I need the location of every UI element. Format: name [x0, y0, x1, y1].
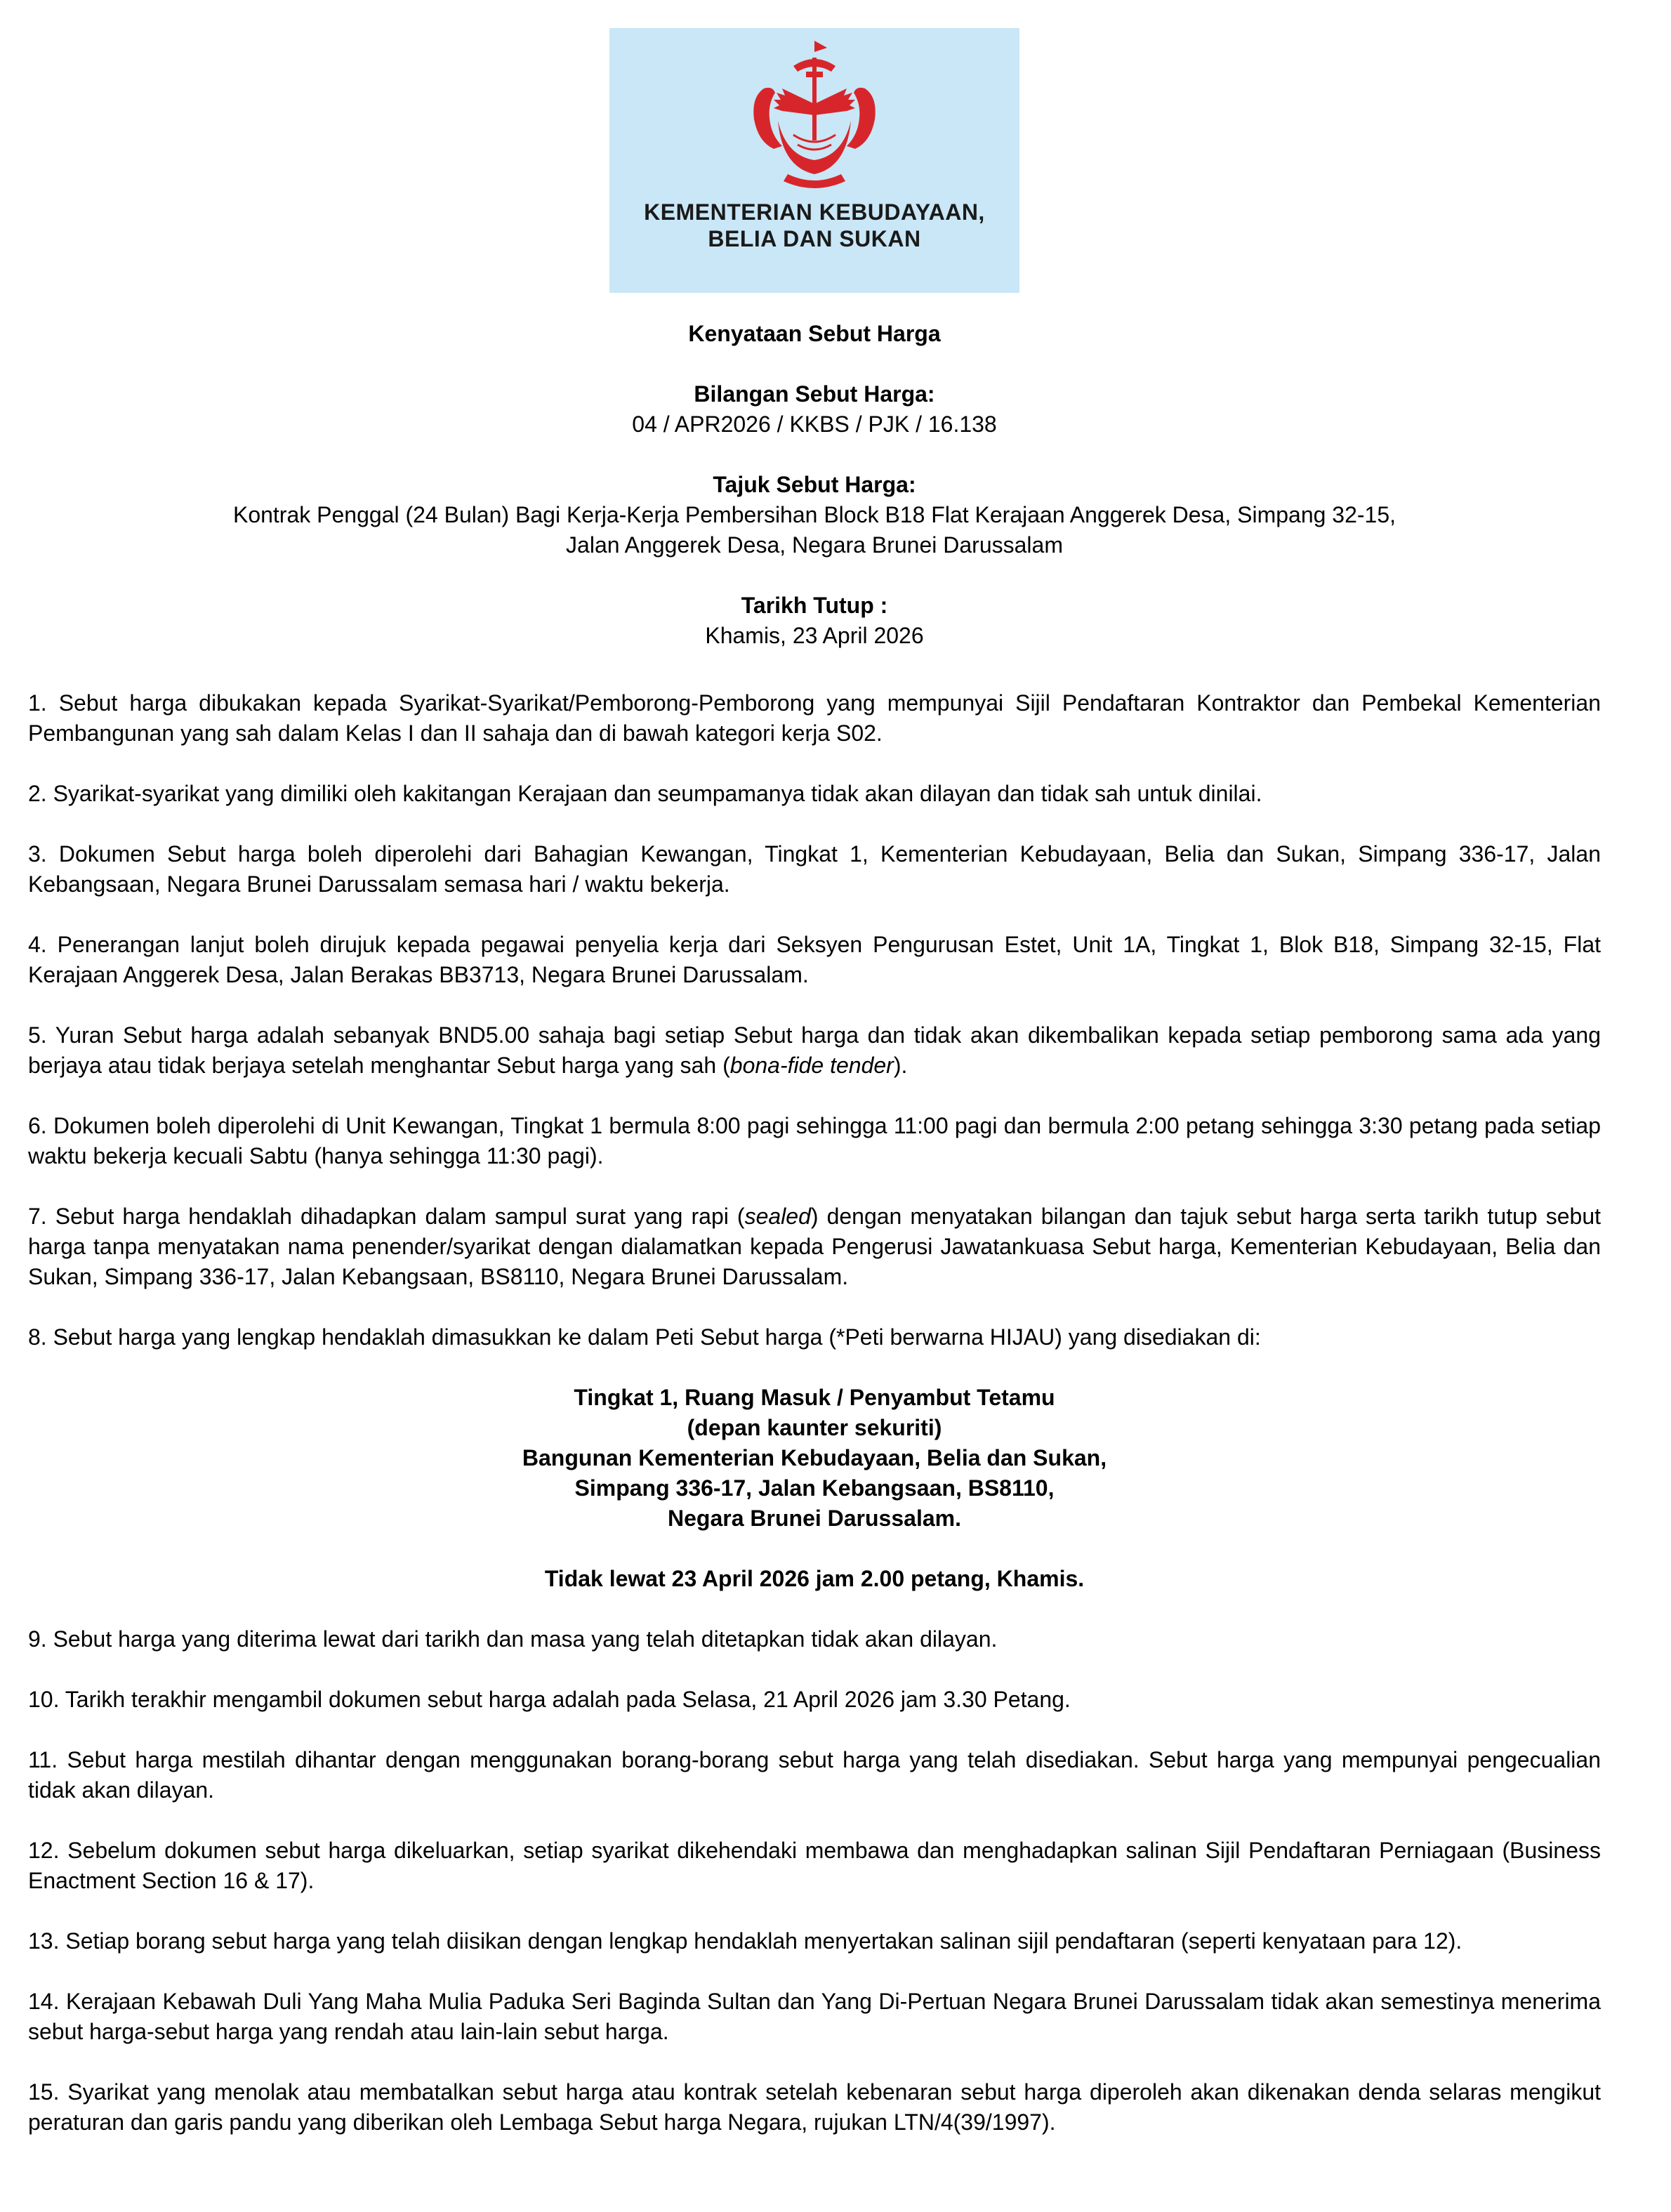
- paragraph-14: 14. Kerajaan Kebawah Duli Yang Maha Mulia Paduka Seri Baginda Sultan dan Yang Di-Pertuan Negara Brunei Darussalam tidak akan semestinya menerima sebut harga-sebut harga yang rendah atau lain-lain sebut harga.: [28, 1989, 1601, 2044]
- address-line-4: Simpang 336-17, Jalan Kebangsaan, BS8110,: [574, 1475, 1055, 1501]
- paragraph-9: 9. Sebut harga yang diterima lewat dari tarikh dan masa yang telah ditetapkan tidak akan dilayan.: [28, 1626, 998, 1652]
- paragraph-7-text-b: ) dengan menyatakan bilangan dan tajuk sebut harga serta tarikh tutup sebut harga tanpa menyatakan nama penender/syarikat dengan dialamatkan kepada Pengerusi Jawatankuasa Sebut harga, Kementerian Kebudayaan, Belia dan Sukan, Simpang 336-17, Jalan Kebangsaan, BS8110, Negara Brunei Darussalam.: [28, 1204, 1601, 1289]
- paragraph-4: 4. Penerangan lanjut boleh dirujuk kepada pegawai penyelia kerja dari Seksyen Pengurusan Estet, Unit 1A, Tingkat 1, Blok B18, Simpang 32-15, Flat Kerajaan Anggerek Desa, Jalan Berakas BB3713, Negara Brunei Darussalam.: [28, 932, 1601, 987]
- quotation-number-value: 04 / APR2026 / KKBS / PJK / 16.138: [632, 412, 997, 437]
- paragraph-10: 10. Tarikh terakhir mengambil dokumen sebut harga adalah pada Selasa, 21 April 2026 jam 3.30 Petang.: [28, 1687, 1071, 1712]
- paragraph-12: 12. Sebelum dokumen sebut harga dikeluarkan, setiap syarikat dikehendaki membawa dan menghadapkan salinan Sijil Pendaftaran Perniagaan (Business Enactment Section 16 & 17).: [28, 1838, 1601, 1893]
- submission-address: [28, 1383, 1601, 1534]
- paragraph-5: [28, 1020, 1601, 1081]
- paragraph-7-text-a: 7. Sebut harga hendaklah dihadapkan dalam sampul surat yang rapi (: [28, 1204, 745, 1229]
- paragraph-13: 13. Setiap borang sebut harga yang telah diisikan dengan lengkap hendaklah menyertakan salinan sijil pendaftaran (seperti kenyataan para 12).: [28, 1928, 1462, 1954]
- closing-date-value: Khamis, 23 April 2026: [705, 623, 924, 648]
- paragraph-7-emphasis: sealed: [744, 1204, 811, 1229]
- notice-title: Kenyataan Sebut Harga: [688, 321, 941, 346]
- address-line-5: Negara Brunei Darussalam.: [668, 1506, 961, 1531]
- paragraph-3: 3. Dokumen Sebut harga boleh diperolehi dari Bahagian Kewangan, Tingkat 1, Kementerian Kebudayaan, Belia dan Sukan, Simpang 336-17, Jalan Kebangsaan, Negara Brunei Darussalam semasa hari / waktu bekerja.: [28, 841, 1601, 897]
- paragraph-7: [28, 1202, 1601, 1292]
- paragraph-8: 8. Sebut harga yang lengkap hendaklah dimasukkan ke dalam Peti Sebut harga (*Peti berwarna HIJAU) yang disediakan di:: [28, 1324, 1261, 1350]
- address-line-3: Bangunan Kementerian Kebudayaan, Belia dan Sukan,: [522, 1445, 1107, 1470]
- logo-text-line2: BELIA DAN SUKAN: [708, 226, 921, 251]
- paragraph-1: 1. Sebut harga dibukakan kepada Syarikat-Syarikat/Pemborong-Pemborong yang mempunyai Sijil Pendaftaran Kontraktor dan Pembekal Kementerian Pembangunan yang sah dalam Kelas I dan II sahaja dan di bawah kategori kerja S02.: [28, 690, 1601, 746]
- notice-header: [28, 319, 1601, 651]
- paragraph-15: 15. Syarikat yang menolak atau membatalkan sebut harga atau kontrak setelah kebenaran sebut harga diperoleh akan dikenakan denda selaras mengikut peraturan dan garis pandu yang diberikan oleh Lembaga Sebut harga Negara, rujukan LTN/4(39/1997).: [28, 2079, 1601, 2135]
- address-line-1: Tingkat 1, Ruang Masuk / Penyambut Tetamu: [574, 1385, 1055, 1410]
- logo-text-line1: KEMENTERIAN KEBUDAYAAN,: [644, 199, 985, 225]
- address-line-2: (depan kaunter sekuriti): [687, 1415, 942, 1440]
- paragraph-11: 11. Sebut harga mestilah dihantar dengan menggunakan borang-borang sebut harga yang telah disediakan. Sebut harga yang mempunyai pengecualian tidak akan dilayan.: [28, 1747, 1601, 1803]
- submission-deadline: Tidak lewat 23 April 2026 jam 2.00 petang, Khamis.: [544, 1566, 1085, 1591]
- paragraph-6: 6. Dokumen boleh diperolehi di Unit Kewangan, Tingkat 1 bermula 8:00 pagi sehingga 11:00 pagi dan bermula 2:00 petang sehingga 3:30 petang pada setiap waktu bekerja kecuali Sabtu (hanya sehingga 11:30 pagi).: [28, 1113, 1601, 1168]
- closing-date-label: Tarikh Tutup :: [741, 593, 888, 618]
- quotation-number-label: Bilangan Sebut Harga:: [694, 381, 935, 407]
- paragraph-5-emphasis: bona-fide tender: [729, 1053, 894, 1078]
- paragraph-5-text-a: 5. Yuran Sebut harga adalah sebanyak BND5.00 sahaja bagi setiap Sebut harga dan tidak akan dikembalikan kepada setiap pemborong sama ada yang berjaya atau tidak berjaya setelah menghantar Sebut harga yang sah (: [28, 1022, 1601, 1078]
- quotation-subject-line1: Kontrak Penggal (24 Bulan) Bagi Kerja-Kerja Pembersihan Block B18 Flat Kerajaan Anggerek Desa, Simpang 32-15,: [232, 502, 1396, 527]
- notice-body: [28, 688, 1601, 2168]
- paragraph-5-text-b: ).: [893, 1053, 908, 1078]
- quotation-subject-label: Tajuk Sebut Harga:: [713, 472, 916, 497]
- quotation-subject-line2: Jalan Anggerek Desa, Negara Brunei Darussalam: [566, 532, 1063, 558]
- ministry-logo: [609, 28, 1019, 293]
- brunei-crest-icon: [715, 37, 914, 191]
- paragraph-2: 2. Syarikat-syarikat yang dimiliki oleh kakitangan Kerajaan dan seumpamanya tidak akan dilayan dan tidak sah untuk dinilai.: [28, 781, 1262, 806]
